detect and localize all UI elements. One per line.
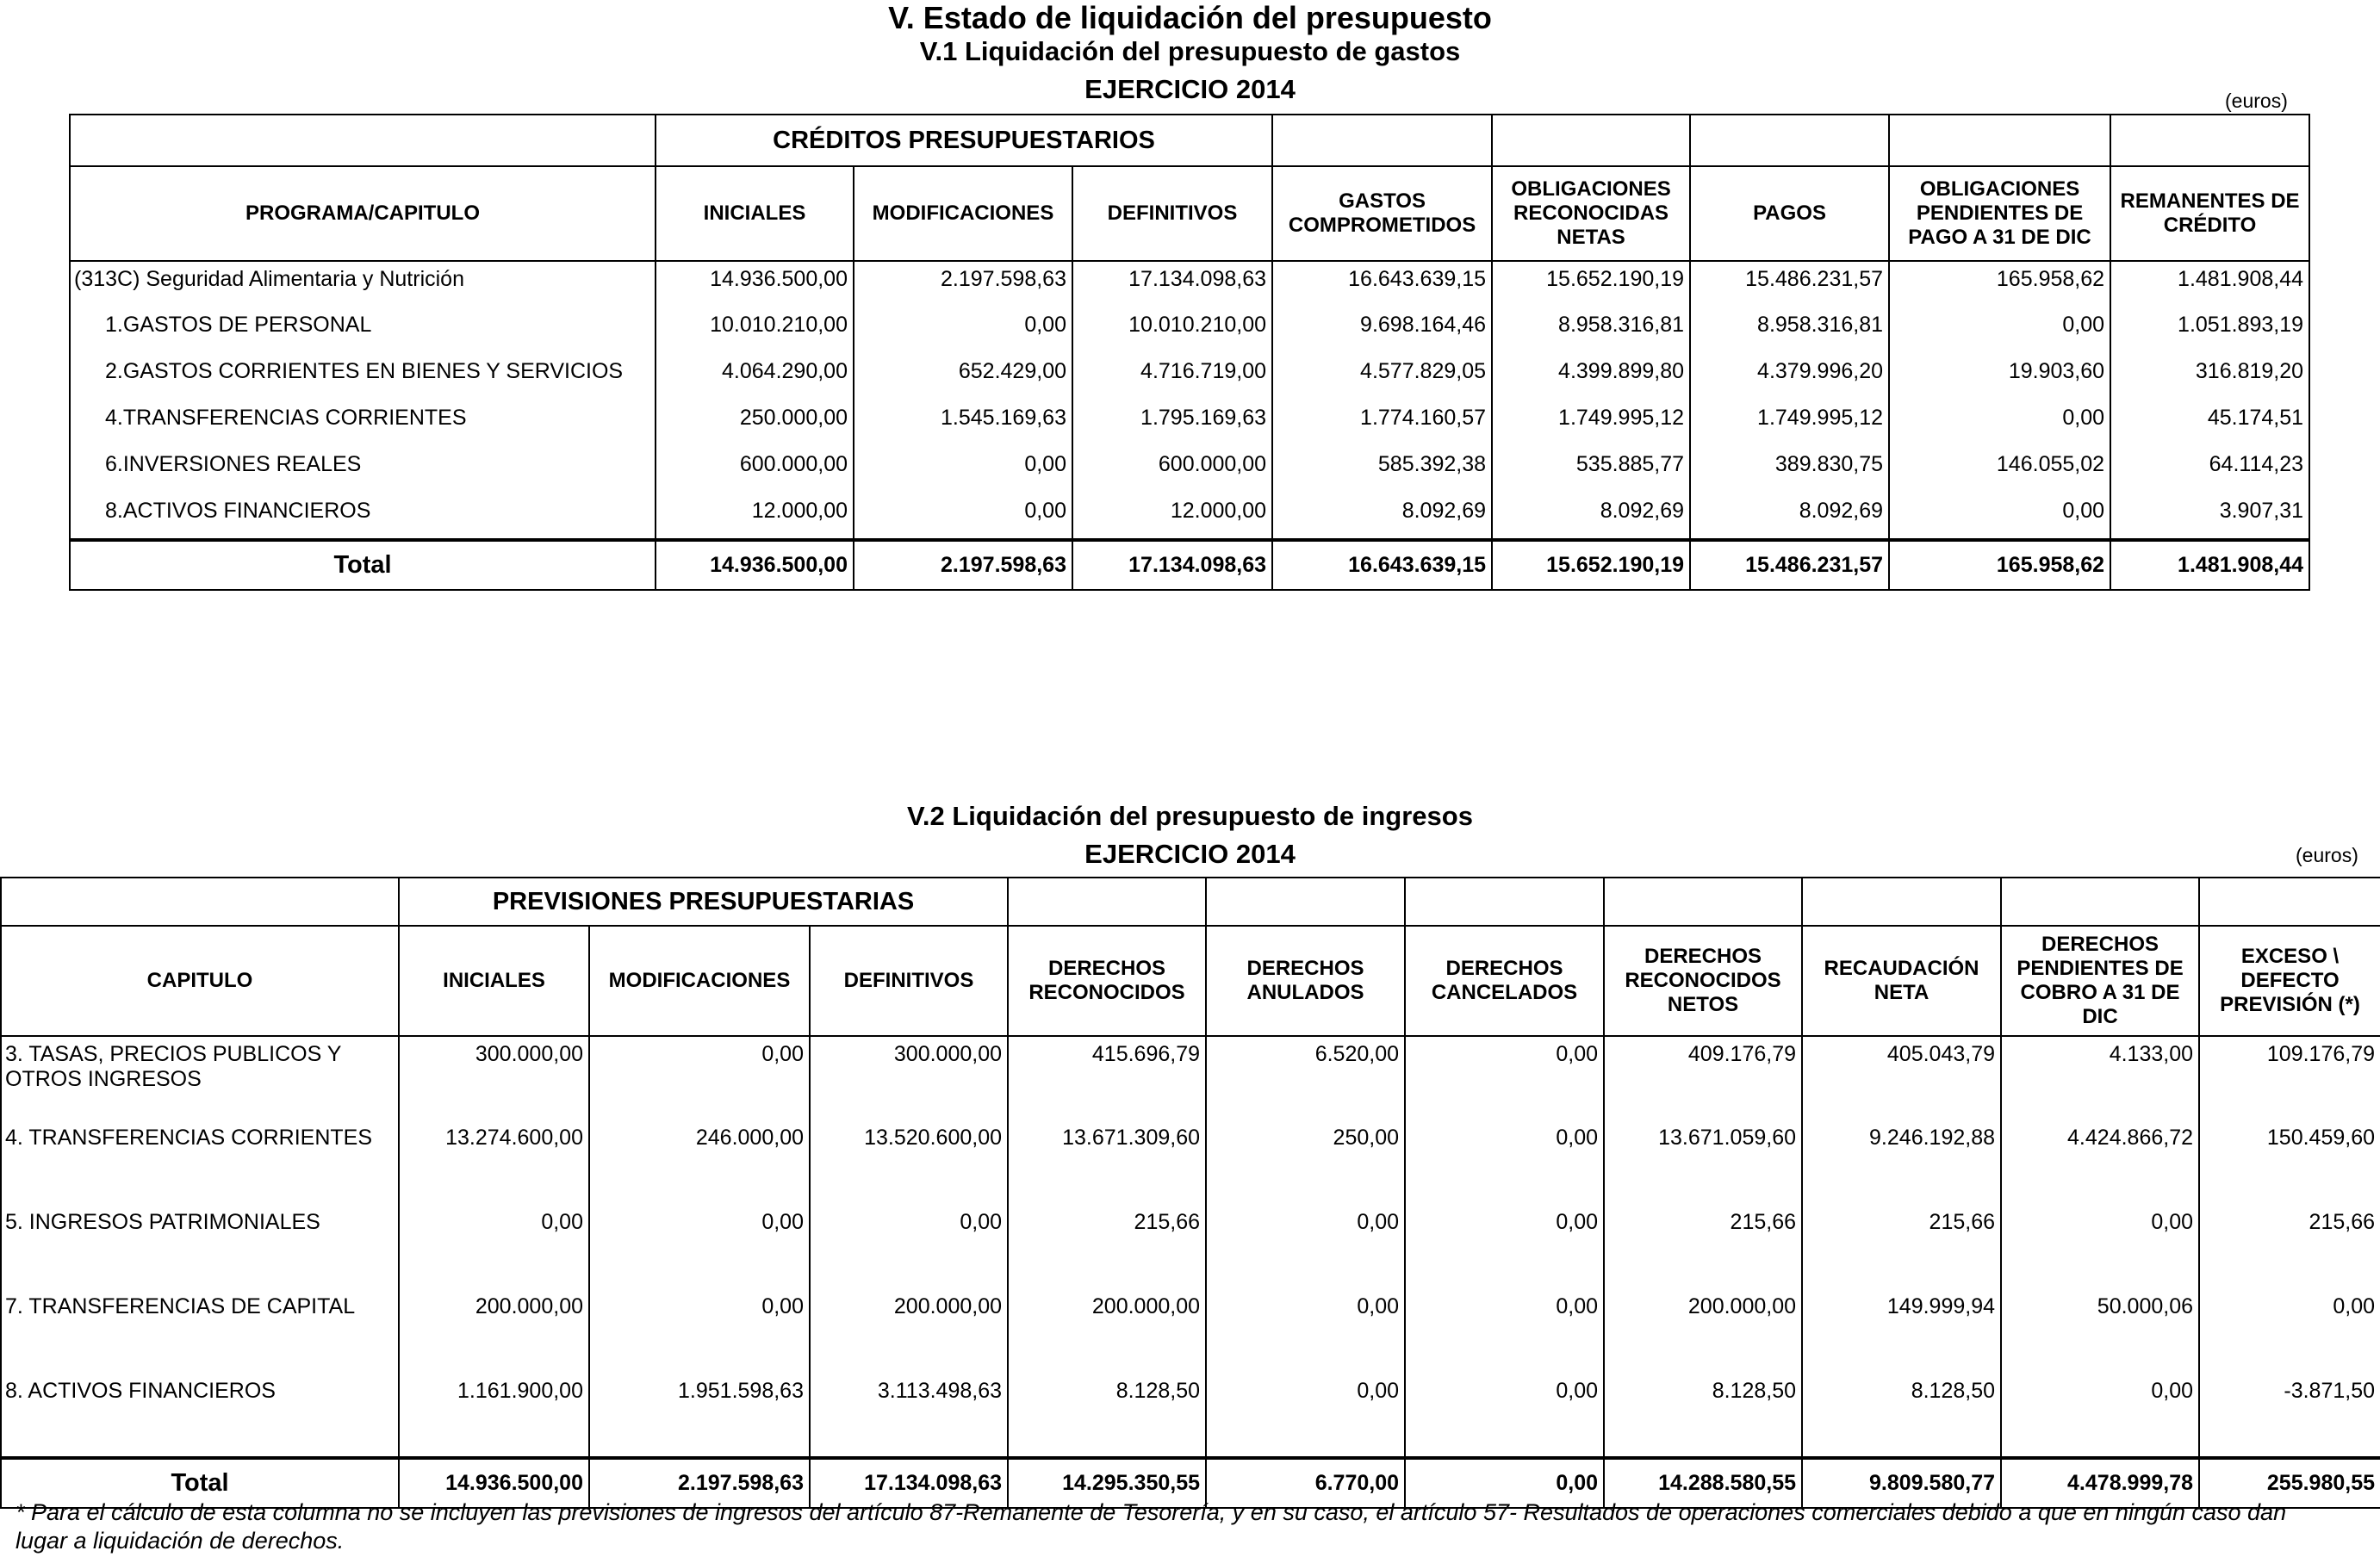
cell-value: 1.795.169,63 xyxy=(1072,400,1272,447)
gastos-col-header: GASTOS COMPROMETIDOS xyxy=(1272,166,1492,261)
cell-value: 8.092,69 xyxy=(1690,493,1889,540)
row-label: 4.TRANSFERENCIAS CORRIENTES xyxy=(70,400,656,447)
cell-value: 389.830,75 xyxy=(1690,447,1889,493)
cell-value: 1.161.900,00 xyxy=(399,1374,589,1458)
cell-value: 10.010.210,00 xyxy=(656,307,854,354)
total-value: 2.197.598,63 xyxy=(589,1458,810,1508)
cell-value: 8.958.316,81 xyxy=(1492,307,1690,354)
cell-value: 300.000,00 xyxy=(399,1036,589,1120)
cell-value: 1.951.598,63 xyxy=(589,1374,810,1458)
gastos-col-header: OBLIGACIONES PENDIENTES DE PAGO A 31 DE DIC xyxy=(1889,166,2110,261)
cell-value: 0,00 xyxy=(854,447,1072,493)
table-row xyxy=(70,307,2309,354)
cell-value: 4.577.829,05 xyxy=(1272,354,1492,400)
total-label: Total xyxy=(1,1458,399,1508)
cell-value: 0,00 xyxy=(1206,1289,1405,1374)
cell-value: 8.128,50 xyxy=(1604,1374,1802,1458)
cell-value: 215,66 xyxy=(1008,1205,1206,1289)
cell-value: 8.128,50 xyxy=(1802,1374,2001,1458)
cell-value: 4.399.899,80 xyxy=(1492,354,1690,400)
ingresos-subtitle: V.2 Liquidación del presupuesto de ingresos xyxy=(907,801,1473,831)
gastos-empty-header xyxy=(70,115,656,166)
total-value: 15.486.231,57 xyxy=(1690,540,1889,590)
cell-value: 0,00 xyxy=(810,1205,1008,1289)
table-row xyxy=(1,1205,2380,1289)
total-value: 14.936.500,00 xyxy=(656,540,854,590)
ingresos-col-header: DERECHOS PENDIENTES DE COBRO A 31 DE DIC xyxy=(2001,926,2199,1036)
cell-value: 0,00 xyxy=(854,493,1072,540)
cell-value: 0,00 xyxy=(1405,1120,1604,1205)
gastos-subtitle: V.1 Liquidación del presupuesto de gastos xyxy=(919,36,1461,66)
cell-value: 0,00 xyxy=(1405,1374,1604,1458)
cell-value: 9.246.192,88 xyxy=(1802,1120,2001,1205)
cell-value: 250.000,00 xyxy=(656,400,854,447)
cell-value: 8.092,69 xyxy=(1272,493,1492,540)
cell-value: 0,00 xyxy=(399,1205,589,1289)
cell-value: 250,00 xyxy=(1206,1120,1405,1205)
cell-value: 2.197.598,63 xyxy=(854,261,1072,307)
cell-value: 4.064.290,00 xyxy=(656,354,854,400)
cell-value: 8.958.316,81 xyxy=(1690,307,1889,354)
ingresos-group-header-row xyxy=(1,878,2380,926)
footnote: * Para el cálculo de esta columna no se incluyen las previsiones de ingresos del artículo 87-Remanente de Tesorería, y en su caso, el artículo 57- Resultados de operaciones comerciales debido a que en ningún caso dan lugar a liquidación de derechos. xyxy=(16,1499,2287,1554)
total-value: 165.958,62 xyxy=(1889,540,2110,590)
cell-value: 14.936.500,00 xyxy=(656,261,854,307)
gastos-unit-label: (euros) xyxy=(2225,90,2288,112)
row-label: (313C) Seguridad Alimentaria y Nutrición xyxy=(70,261,656,307)
cell-value: 200.000,00 xyxy=(1008,1289,1206,1374)
total-value: 4.478.999,78 xyxy=(2001,1458,2199,1508)
cell-value: 0,00 xyxy=(2199,1289,2380,1374)
cell-value: 17.134.098,63 xyxy=(1072,261,1272,307)
ingresos-col-header: EXCESO \ DEFECTO PREVISIÓN (*) xyxy=(2199,926,2380,1036)
total-value: 14.295.350,55 xyxy=(1008,1458,1206,1508)
cell-value: 12.000,00 xyxy=(1072,493,1272,540)
ingresos-col-header: RECAUDACIÓN NETA xyxy=(1802,926,2001,1036)
ingresos-empty-header xyxy=(2001,878,2199,926)
cell-value: 45.174,51 xyxy=(2110,400,2309,447)
cell-value: 0,00 xyxy=(2001,1205,2199,1289)
gastos-group-header: CRÉDITOS PRESUPUESTARIOS xyxy=(656,115,1272,166)
cell-value: 13.520.600,00 xyxy=(810,1120,1008,1205)
gastos-empty-header xyxy=(1690,115,1889,166)
cell-value: 200.000,00 xyxy=(1604,1289,1802,1374)
cell-value: 1.749.995,12 xyxy=(1492,400,1690,447)
gastos-col-header: INICIALES xyxy=(656,166,854,261)
gastos-col-header: PROGRAMA/CAPITULO xyxy=(70,166,656,261)
cell-value: 535.885,77 xyxy=(1492,447,1690,493)
cell-value: 600.000,00 xyxy=(656,447,854,493)
cell-value: 0,00 xyxy=(589,1036,810,1120)
ingresos-group-header: PREVISIONES PRESUPUESTARIAS xyxy=(399,878,1008,926)
total-label: Total xyxy=(70,540,656,590)
cell-value: 1.051.893,19 xyxy=(2110,307,2309,354)
cell-value: 109.176,79 xyxy=(2199,1036,2380,1120)
cell-value: 8.092,69 xyxy=(1492,493,1690,540)
cell-value: 215,66 xyxy=(2199,1205,2380,1289)
cell-value: 652.429,00 xyxy=(854,354,1072,400)
total-value: 1.481.908,44 xyxy=(2110,540,2309,590)
row-label: 2.GASTOS CORRIENTES EN BIENES Y SERVICIOS xyxy=(70,354,656,400)
row-label: 3. TASAS, PRECIOS PUBLICOS Y OTROS INGRESOS xyxy=(1,1036,399,1120)
cell-value: 215,66 xyxy=(1802,1205,2001,1289)
ingresos-col-header: DERECHOS CANCELADOS xyxy=(1405,926,1604,1036)
ingresos-empty-header xyxy=(1604,878,1802,926)
cell-value: 215,66 xyxy=(1604,1205,1802,1289)
row-label: 7. TRANSFERENCIAS DE CAPITAL xyxy=(1,1289,399,1374)
cell-value: 0,00 xyxy=(854,307,1072,354)
cell-value: 405.043,79 xyxy=(1802,1036,2001,1120)
gastos-col-header: MODIFICACIONES xyxy=(854,166,1072,261)
ingresos-empty-header xyxy=(2199,878,2380,926)
table-row xyxy=(70,261,2309,307)
cell-value: 6.520,00 xyxy=(1206,1036,1405,1120)
cell-value: 13.671.059,60 xyxy=(1604,1120,1802,1205)
cell-value: 0,00 xyxy=(1889,400,2110,447)
total-value: 14.936.500,00 xyxy=(399,1458,589,1508)
total-value: 9.809.580,77 xyxy=(1802,1458,2001,1508)
cell-value: 0,00 xyxy=(1405,1205,1604,1289)
ingresos-col-header: MODIFICACIONES xyxy=(589,926,810,1036)
cell-value: 0,00 xyxy=(1889,307,2110,354)
cell-value: 585.392,38 xyxy=(1272,447,1492,493)
cell-value: 10.010.210,00 xyxy=(1072,307,1272,354)
cell-value: 0,00 xyxy=(1206,1205,1405,1289)
ingresos-col-header: DERECHOS RECONOCIDOS NETOS xyxy=(1604,926,1802,1036)
gastos-col-header: DEFINITIVOS xyxy=(1072,166,1272,261)
ingresos-col-header: DEFINITIVOS xyxy=(810,926,1008,1036)
document-title: V. Estado de liquidación del presupuesto xyxy=(888,0,1492,35)
gastos-col-header: REMANENTES DE CRÉDITO xyxy=(2110,166,2309,261)
cell-value: 0,00 xyxy=(1405,1036,1604,1120)
total-value: 16.643.639,15 xyxy=(1272,540,1492,590)
cell-value: -3.871,50 xyxy=(2199,1374,2380,1458)
cell-value: 15.486.231,57 xyxy=(1690,261,1889,307)
ingresos-col-header: INICIALES xyxy=(399,926,589,1036)
gastos-empty-header xyxy=(1272,115,1492,166)
ingresos-table xyxy=(0,877,2380,1509)
cell-value: 19.903,60 xyxy=(1889,354,2110,400)
gastos-col-header: OBLIGACIONES RECONOCIDAS NETAS xyxy=(1492,166,1690,261)
ingresos-empty-header xyxy=(1206,878,1405,926)
ingresos-empty-header xyxy=(1008,878,1206,926)
cell-value: 146.055,02 xyxy=(1889,447,2110,493)
cell-value: 150.459,60 xyxy=(2199,1120,2380,1205)
cell-value: 0,00 xyxy=(2001,1374,2199,1458)
total-row xyxy=(70,540,2309,590)
total-value: 255.980,55 xyxy=(2199,1458,2380,1508)
gastos-col-header: PAGOS xyxy=(1690,166,1889,261)
total-value: 15.652.190,19 xyxy=(1492,540,1690,590)
ingresos-unit-label: (euros) xyxy=(2296,844,2358,866)
cell-value: 15.652.190,19 xyxy=(1492,261,1690,307)
cell-value: 4.379.996,20 xyxy=(1690,354,1889,400)
gastos-table xyxy=(69,114,2310,591)
cell-value: 0,00 xyxy=(1206,1374,1405,1458)
ingresos-col-header: DERECHOS ANULADOS xyxy=(1206,926,1405,1036)
cell-value: 12.000,00 xyxy=(656,493,854,540)
cell-value: 64.114,23 xyxy=(2110,447,2309,493)
cell-value: 200.000,00 xyxy=(810,1289,1008,1374)
cell-value: 8.128,50 xyxy=(1008,1374,1206,1458)
gastos-empty-header xyxy=(2110,115,2309,166)
cell-value: 4.716.719,00 xyxy=(1072,354,1272,400)
table-row xyxy=(70,447,2309,493)
cell-value: 3.113.498,63 xyxy=(810,1374,1008,1458)
cell-value: 0,00 xyxy=(589,1205,810,1289)
table-row xyxy=(70,493,2309,540)
cell-value: 1.481.908,44 xyxy=(2110,261,2309,307)
total-value: 6.770,00 xyxy=(1206,1458,1405,1508)
cell-value: 300.000,00 xyxy=(810,1036,1008,1120)
cell-value: 13.274.600,00 xyxy=(399,1120,589,1205)
ingresos-empty-header xyxy=(1,878,399,926)
cell-value: 3.907,31 xyxy=(2110,493,2309,540)
gastos-column-header-row xyxy=(70,166,2309,261)
cell-value: 0,00 xyxy=(589,1289,810,1374)
cell-value: 1.774.160,57 xyxy=(1272,400,1492,447)
total-value: 2.197.598,63 xyxy=(854,540,1072,590)
gastos-empty-header xyxy=(1889,115,2110,166)
row-label: 1.GASTOS DE PERSONAL xyxy=(70,307,656,354)
table-row xyxy=(70,354,2309,400)
table-row xyxy=(70,400,2309,447)
ingresos-column-header-row xyxy=(1,926,2380,1036)
cell-value: 4.133,00 xyxy=(2001,1036,2199,1120)
row-label: 5. INGRESOS PATRIMONIALES xyxy=(1,1205,399,1289)
cell-value: 50.000,06 xyxy=(2001,1289,2199,1374)
row-label: 6.INVERSIONES REALES xyxy=(70,447,656,493)
cell-value: 1.749.995,12 xyxy=(1690,400,1889,447)
total-value: 0,00 xyxy=(1405,1458,1604,1508)
cell-value: 600.000,00 xyxy=(1072,447,1272,493)
cell-value: 13.671.309,60 xyxy=(1008,1120,1206,1205)
ingresos-ejercicio: EJERCICIO 2014 xyxy=(1084,839,1296,869)
row-label: 4. TRANSFERENCIAS CORRIENTES xyxy=(1,1120,399,1205)
total-value: 14.288.580,55 xyxy=(1604,1458,1802,1508)
ingresos-empty-header xyxy=(1405,878,1604,926)
cell-value: 4.424.866,72 xyxy=(2001,1120,2199,1205)
cell-value: 415.696,79 xyxy=(1008,1036,1206,1120)
total-value: 17.134.098,63 xyxy=(810,1458,1008,1508)
row-label: 8.ACTIVOS FINANCIEROS xyxy=(70,493,656,540)
ingresos-col-header: CAPITULO xyxy=(1,926,399,1036)
cell-value: 16.643.639,15 xyxy=(1272,261,1492,307)
gastos-empty-header xyxy=(1492,115,1690,166)
cell-value: 149.999,94 xyxy=(1802,1289,2001,1374)
table-row xyxy=(1,1289,2380,1374)
cell-value: 246.000,00 xyxy=(589,1120,810,1205)
cell-value: 316.819,20 xyxy=(2110,354,2309,400)
cell-value: 409.176,79 xyxy=(1604,1036,1802,1120)
ingresos-empty-header xyxy=(1802,878,2001,926)
ingresos-col-header: DERECHOS RECONOCIDOS xyxy=(1008,926,1206,1036)
cell-value: 165.958,62 xyxy=(1889,261,2110,307)
table-row xyxy=(1,1120,2380,1205)
gastos-ejercicio: EJERCICIO 2014 xyxy=(1084,74,1296,104)
cell-value: 0,00 xyxy=(1889,493,2110,540)
row-label: 8. ACTIVOS FINANCIEROS xyxy=(1,1374,399,1458)
cell-value: 9.698.164,46 xyxy=(1272,307,1492,354)
cell-value: 0,00 xyxy=(1405,1289,1604,1374)
table-row xyxy=(1,1036,2380,1120)
total-value: 17.134.098,63 xyxy=(1072,540,1272,590)
table-row xyxy=(1,1374,2380,1458)
cell-value: 200.000,00 xyxy=(399,1289,589,1374)
gastos-group-header-row xyxy=(70,115,2309,166)
cell-value: 1.545.169,63 xyxy=(854,400,1072,447)
